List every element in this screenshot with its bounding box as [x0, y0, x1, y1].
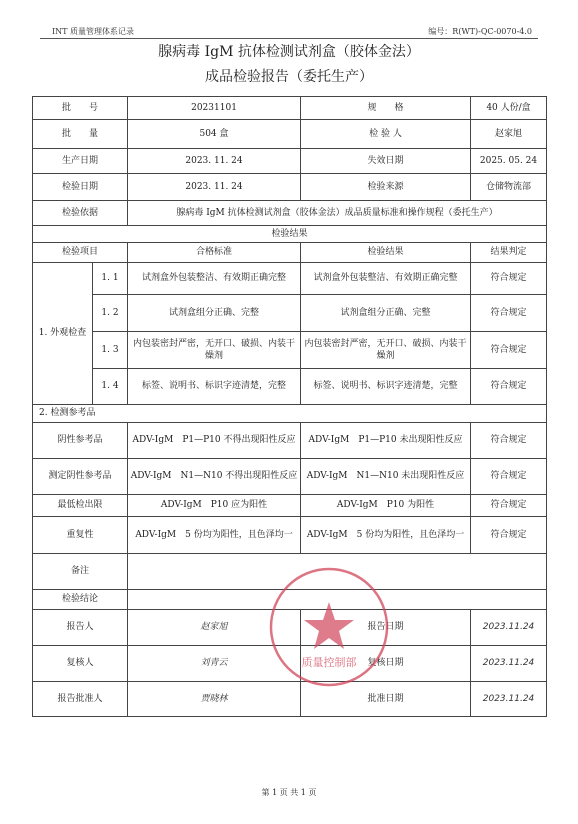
row-conclusion: 符合规定 — [471, 369, 547, 405]
col-std-header: 合格标准 — [128, 243, 301, 263]
col-conc-header: 结果判定 — [471, 243, 547, 263]
ref-item: 阴性参考品 — [33, 423, 128, 459]
ref-standard: ADV-IgM N1—N10 不得出现阳性反应 — [128, 459, 301, 495]
row-standard: 试剂盒组分正确、完整 — [128, 295, 301, 332]
batch-value: 20231101 — [128, 97, 301, 120]
reviewer-signature: 刘青云 — [128, 646, 301, 682]
basis-value: 腺病毒 IgM 抗体检测试剂盒（胶体金法）成品质量标准和操作规程（委托生产） — [128, 201, 547, 226]
row-standard: 试剂盒外包装整洁、有效期正确完整 — [128, 263, 301, 295]
approve-date-value: 2023.11.24 — [471, 682, 547, 717]
row-number: 1. 4 — [93, 369, 128, 405]
inspector-label: 检 验 人 — [301, 120, 471, 149]
ref-result: ADV-IgM 5 份均为阳性，且色泽均一 — [301, 517, 471, 554]
row-result: 内包装密封严密，无开口、破损、内装干燥剂 — [301, 332, 471, 369]
remark-label: 备注 — [33, 554, 128, 590]
approver-signature: 贾晓林 — [128, 682, 301, 717]
ref-item: 测定阴性参考品 — [33, 459, 128, 495]
ref-conclusion: 符合规定 — [471, 459, 547, 495]
conclusion-value — [128, 590, 547, 610]
header-left: INT 质量管理体系记录 — [52, 27, 135, 36]
review-date-label: 复核日期 — [301, 646, 471, 682]
qty-value: 504 盒 — [128, 120, 301, 149]
reviewer-label: 复核人 — [33, 646, 128, 682]
col-item-header: 检验项目 — [33, 243, 128, 263]
ref-standard: ADV-IgM P10 应为阳性 — [128, 495, 301, 517]
prod-date-value: 2023. 11. 24 — [128, 149, 301, 174]
row-result: 试剂盒组分正确、完整 — [301, 295, 471, 332]
row-conclusion: 符合规定 — [471, 332, 547, 369]
review-date-value: 2023.11.24 — [471, 646, 547, 682]
exp-value: 2025. 05. 24 — [471, 149, 547, 174]
exp-label: 失效日期 — [301, 149, 471, 174]
spec-value: 40 人份/盒 — [471, 97, 547, 120]
stamp-text: 质量控制部 — [301, 656, 357, 669]
results-section-title: 检验结果 — [33, 226, 547, 243]
row-result: 标签、说明书、标识字迹清楚，完整 — [301, 369, 471, 405]
row-result: 试剂盒外包装整洁、有效期正确完整 — [301, 263, 471, 295]
document-header — [40, 24, 538, 39]
ref-standard: ADV-IgM P1—P10 不得出现阳性反应 — [128, 423, 301, 459]
appearance-label: 1. 外观检查 — [33, 263, 93, 405]
ref-conclusion: 符合规定 — [471, 423, 547, 459]
ref-standard: ADV-IgM 5 份均为阳性，且色泽均一 — [128, 517, 301, 554]
reporter-signature: 赵家旭 — [128, 610, 301, 646]
insp-date-label: 检验日期 — [33, 174, 128, 201]
page-footer: 第 1 页 共 1 页 — [261, 788, 317, 797]
ref-result: ADV-IgM P10 为阳性 — [301, 495, 471, 517]
remark-value — [128, 554, 547, 590]
row-number: 1. 2 — [93, 295, 128, 332]
insp-date-value: 2023. 11. 24 — [128, 174, 301, 201]
prod-date-label: 生产日期 — [33, 149, 128, 174]
col-res-header: 检验结果 — [301, 243, 471, 263]
conclusion-label: 检验结论 — [33, 590, 128, 610]
report-date-value: 2023.11.24 — [471, 610, 547, 646]
row-standard: 内包装密封严密，无开口、破损、内装干燥剂 — [128, 332, 301, 369]
row-number: 1. 1 — [93, 263, 128, 295]
ref-result: ADV-IgM P1—P10 未出现阳性反应 — [301, 423, 471, 459]
approver-label: 报告批准人 — [33, 682, 128, 717]
row-number: 1. 3 — [93, 332, 128, 369]
ref-item: 重复性 — [33, 517, 128, 554]
source-value: 仓储物流部 — [471, 174, 547, 201]
row-conclusion: 符合规定 — [471, 295, 547, 332]
ref-conclusion: 符合规定 — [471, 517, 547, 554]
ref-section-title: 2. 检测参考品 — [33, 405, 547, 423]
reporter-label: 报告人 — [33, 610, 128, 646]
source-label: 检验来源 — [301, 174, 471, 201]
document-number: 编号：R(WT)-QC-0070-4.0 — [428, 27, 532, 36]
ref-result: ADV-IgM N1—N10 未出现阳性反应 — [301, 459, 471, 495]
batch-label: 批 号 — [33, 97, 128, 120]
row-conclusion: 符合规定 — [471, 263, 547, 295]
report-date-label: 报告日期 — [301, 610, 471, 646]
basis-label: 检验依据 — [33, 201, 128, 226]
approve-date-label: 批准日期 — [301, 682, 471, 717]
qty-label: 批 量 — [33, 120, 128, 149]
ref-conclusion: 符合规定 — [471, 495, 547, 517]
row-standard: 标签、说明书、标识字迹清楚，完整 — [128, 369, 301, 405]
spec-label: 规 格 — [301, 97, 471, 120]
document-subtitle: 成品检验报告（委托生产） — [205, 69, 373, 85]
inspector-value: 赵家旭 — [471, 120, 547, 149]
ref-item: 最低检出限 — [33, 495, 128, 517]
document-title: 腺病毒 IgM 抗体检测试剂盒（胶体金法） — [158, 44, 420, 60]
inspection-table — [32, 96, 547, 717]
